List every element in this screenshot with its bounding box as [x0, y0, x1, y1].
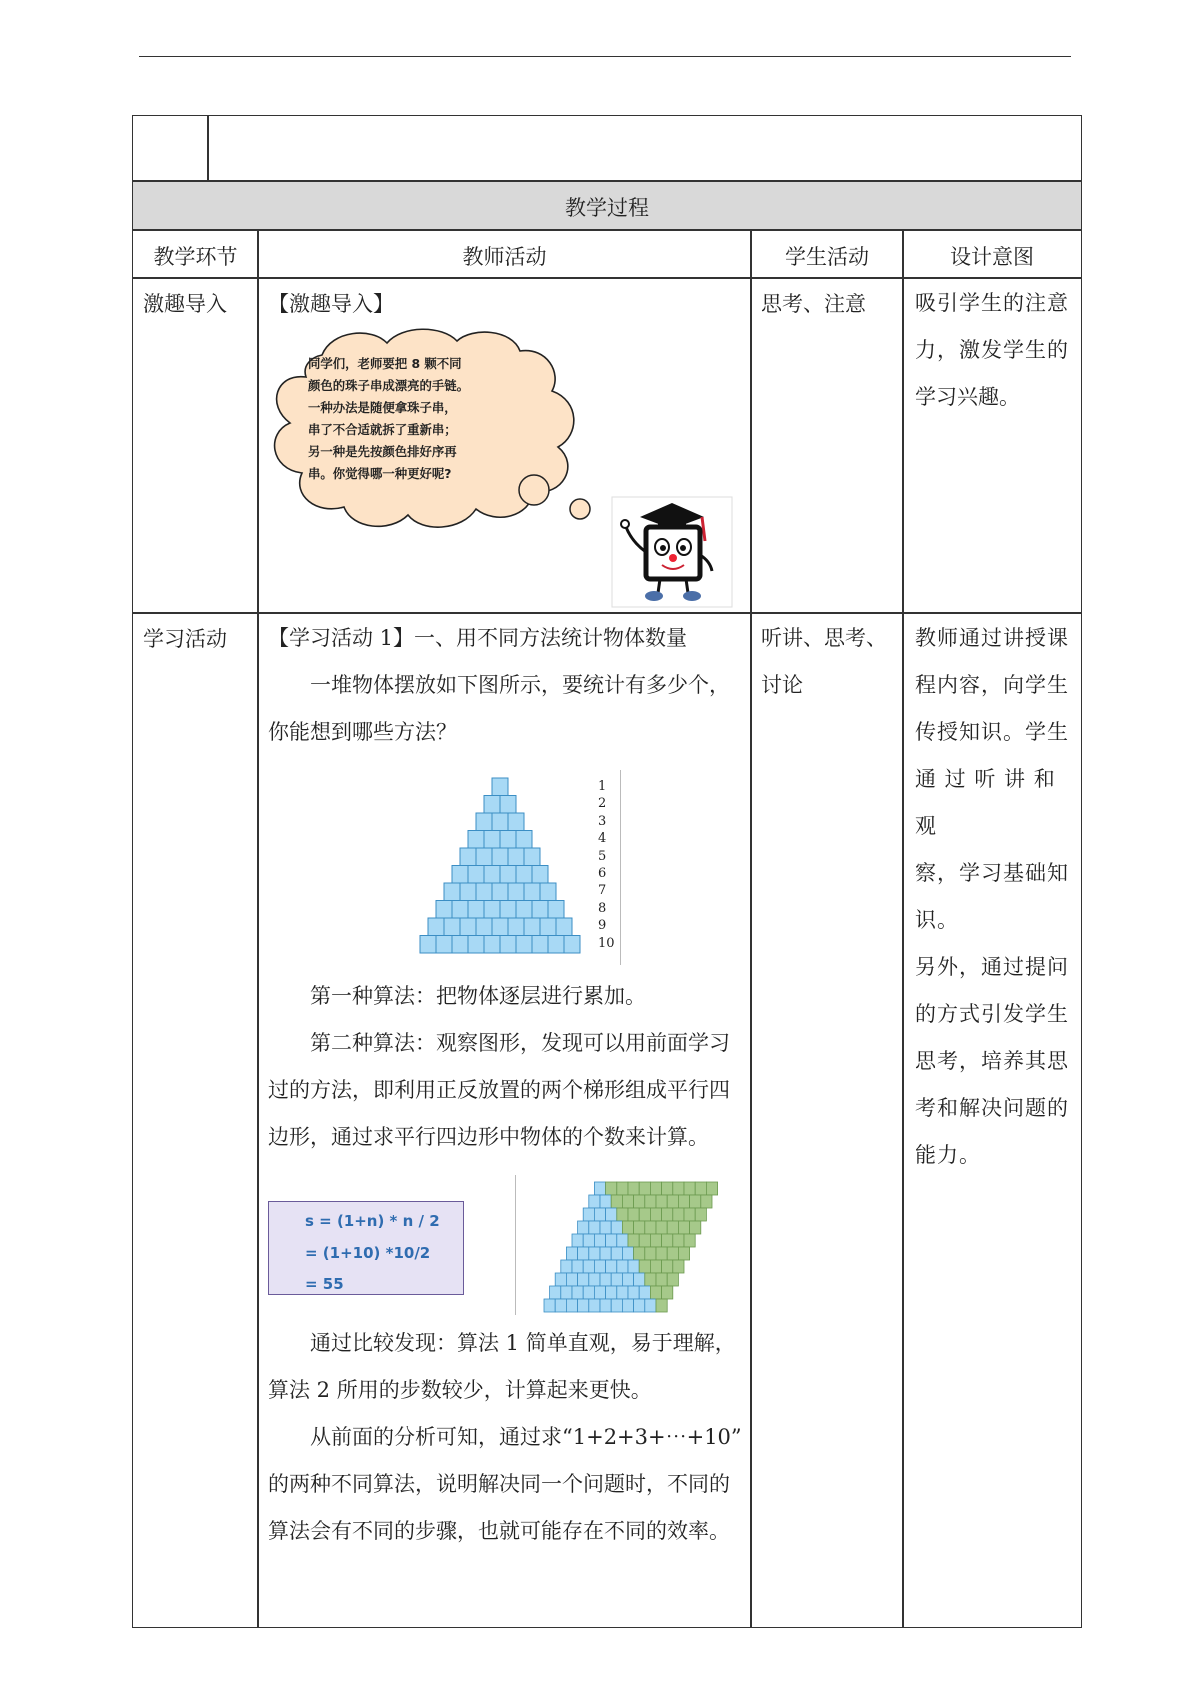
parallelogram-blue-block [611, 1247, 622, 1260]
parallelogram-blue-block [617, 1260, 628, 1273]
parallelogram-green-block [628, 1182, 639, 1195]
parallelogram-blue-block [611, 1273, 622, 1286]
parallelogram-green-block [645, 1221, 656, 1234]
parallelogram-blue-block [594, 1182, 605, 1195]
parallelogram-green-block [684, 1182, 695, 1195]
parallelogram-blue-block [639, 1286, 650, 1299]
pyramid-block [532, 901, 548, 919]
pyramid-block [484, 796, 500, 814]
parallelogram-green-block [617, 1208, 628, 1221]
row2-design-line: 传授知识。学生 [915, 720, 1069, 744]
parallelogram-blue-block [555, 1273, 566, 1286]
parallelogram-green-block [656, 1195, 667, 1208]
pyramid-block [556, 918, 572, 936]
pyramid-row-label: 1 [598, 779, 607, 794]
pyramid-block [540, 918, 556, 936]
pyramid-block [516, 936, 532, 954]
pyramid-row-label: 3 [598, 813, 607, 829]
pyramid-block [468, 936, 484, 954]
pyramid-block [532, 936, 548, 954]
parallelogram-divider [515, 1175, 516, 1315]
pyramid-row-label: 6 [598, 866, 607, 882]
pyramid-row-label: 8 [598, 900, 607, 916]
pyramid-block [476, 848, 492, 866]
parallelogram-blue-block [634, 1299, 645, 1312]
parallelogram-green-block [662, 1234, 673, 1247]
parallelogram-blue-block [572, 1234, 583, 1247]
pyramid-block [524, 918, 540, 936]
parallelogram-blue-block [622, 1247, 633, 1260]
parallelogram-blue-block [606, 1208, 617, 1221]
parallelogram-blue-block [622, 1273, 633, 1286]
parallelogram-blue-block [566, 1273, 577, 1286]
parallelogram-green-block [656, 1299, 667, 1312]
parallelogram-green-block [678, 1247, 689, 1260]
parallelogram-green-block [667, 1195, 678, 1208]
parallelogram-blue-block [578, 1299, 589, 1312]
row2-design-line: 察，学习基础知 [915, 861, 1069, 885]
pyramid-block [492, 883, 508, 901]
pyramid-block [452, 901, 468, 919]
parallelogram-green-block [695, 1208, 706, 1221]
row2-design-line: 通 过 听 讲 和 观 [915, 767, 1056, 838]
pyramid-block [468, 901, 484, 919]
pyramid-block [492, 778, 508, 796]
pyramid-row-label: 7 [598, 883, 607, 899]
parallelogram-green-block [673, 1182, 684, 1195]
row1-design-line: 学习兴趣。 [915, 385, 1020, 409]
parallelogram-green-block [628, 1208, 639, 1221]
row2-design-line: 考和解决问题的 [915, 1096, 1069, 1120]
pyramid-block [444, 918, 460, 936]
pyramid-block [452, 936, 468, 954]
pyramid-block [484, 901, 500, 919]
parallelogram-green-block [634, 1247, 645, 1260]
pyramid-block [524, 883, 540, 901]
row1-stage-cell [132, 277, 259, 614]
row2-stage: 学习活动 [143, 627, 227, 651]
pyramid-block [484, 831, 500, 849]
parallelogram-green-block [645, 1195, 656, 1208]
pyramid-block [428, 918, 444, 936]
pyramid-row-label: 4 [598, 831, 607, 847]
pyramid-block [468, 831, 484, 849]
parallelogram-blue-block [594, 1208, 605, 1221]
pyramid-row-label: 2 [598, 796, 607, 812]
compare-line: 通过比较发现：算法 1 简单直观，易于理解， [310, 1331, 736, 1355]
parallelogram-blue-block [589, 1195, 600, 1208]
parallelogram-green-block [690, 1195, 701, 1208]
parallelogram-blue-block [611, 1221, 622, 1234]
parallelogram-green-block [639, 1260, 650, 1273]
row2-teacher-heading: 【学习活动 1】一、用不同方法统计物体数量 [268, 626, 688, 650]
mascot-icon [612, 497, 732, 607]
parallelogram-blue-block [544, 1299, 555, 1312]
parallelogram-blue-block [594, 1286, 605, 1299]
parallelogram-blue-block [622, 1299, 633, 1312]
pyramid-row-label: 5 [598, 848, 607, 864]
parallelogram-blue-block [634, 1273, 645, 1286]
pyramid-block [476, 918, 492, 936]
parallelogram-blue-block [583, 1260, 594, 1273]
parallelogram-blue-block [578, 1247, 589, 1260]
row2-design-line: 能力。 [915, 1143, 981, 1167]
pyramid-block [564, 936, 580, 954]
parallelogram-green-block [650, 1208, 661, 1221]
parallelogram-blue-block [617, 1234, 628, 1247]
pyramid-block [492, 848, 508, 866]
parallelogram-green-block [634, 1221, 645, 1234]
page-header-rule [139, 56, 1071, 57]
row2-student-cell [750, 612, 904, 1628]
parallelogram-green-block [650, 1234, 661, 1247]
conclusion-line: 从前面的分析可知，通过求“1+2+3+⋯+10” [310, 1425, 742, 1449]
col-header-teacher: 教师活动 [257, 229, 752, 279]
pyramid-row-labels [598, 778, 620, 952]
parallelogram-blue-block [600, 1273, 611, 1286]
pyramid-block [540, 883, 556, 901]
parallelogram-green-block [634, 1195, 645, 1208]
row2-design-line: 识。 [915, 908, 959, 932]
row2-design-line: 另外，通过提问 [915, 955, 1069, 979]
parallelogram-blue-block [589, 1273, 600, 1286]
header-table-cell-2 [207, 115, 1082, 181]
pyramid-block [492, 813, 508, 831]
parallelogram-blue-block [561, 1260, 572, 1273]
pyramid-block [436, 901, 452, 919]
conclusion-line: 的两种不同算法，说明解决同一个问题时，不同的 [268, 1472, 730, 1496]
parallelogram-green-block [684, 1234, 695, 1247]
parallelogram-green-block [684, 1208, 695, 1221]
compare-line: 算法 2 所用的步数较少，计算起来更快。 [268, 1378, 652, 1402]
pyramid-block [420, 936, 436, 954]
pyramid-block [532, 866, 548, 884]
parallelogram-blue-block [589, 1221, 600, 1234]
parallelogram-blue-block [606, 1234, 617, 1247]
pyramid-block [436, 936, 452, 954]
pyramid-block [508, 813, 524, 831]
formula-line: = 55 [305, 1275, 344, 1293]
parallelogram-blue-block [628, 1260, 639, 1273]
parallelogram-blue-block [600, 1221, 611, 1234]
row2-student-line: 讨论 [761, 673, 803, 697]
parallelogram-green-block [673, 1234, 684, 1247]
parallelogram-blue-block [566, 1247, 577, 1260]
parallelogram-green-block [667, 1247, 678, 1260]
parallelogram-green-block [650, 1286, 661, 1299]
col-header-student: 学生活动 [750, 229, 904, 279]
parallelogram-green-block [673, 1260, 684, 1273]
parallelogram-green-block [639, 1234, 650, 1247]
parallelogram-blue-block [600, 1195, 611, 1208]
formula-box [268, 1201, 464, 1295]
thought-cloud-text: 同学们，老师要把 8 颗不同 颜色的珠子串成漂亮的手链。 一种办法是随便拿珠子串， 串了不合适就拆了重新串； 另一种是先按颜色排好序再 串。你觉得哪一种更好呢? [308, 356, 470, 481]
pyramid-block [508, 918, 524, 936]
row2-stage-cell [132, 612, 259, 1628]
row1-student: 思考、注意 [761, 292, 866, 316]
parallelogram-blue-block [566, 1299, 577, 1312]
method2-line: 第二种算法：观察图形，发现可以用前面学习 [310, 1031, 730, 1055]
pyramid-figure [400, 770, 630, 965]
pyramid-block [460, 883, 476, 901]
row2-design-line: 程内容，向学生 [915, 673, 1069, 697]
parallelogram-blue-block [594, 1260, 605, 1273]
parallelogram-blue-block [606, 1286, 617, 1299]
pyramid-block [500, 901, 516, 919]
parallelogram-blue-block [589, 1299, 600, 1312]
row2-design-line: 思考，培养其思 [915, 1049, 1069, 1073]
parallelogram-blue-block [628, 1286, 639, 1299]
pyramid-block [508, 848, 524, 866]
pyramid-block [508, 883, 524, 901]
row2-teacher-cell [257, 612, 752, 1628]
pyramid-row-label: 9 [598, 918, 607, 934]
parallelogram-blue-block [583, 1286, 594, 1299]
parallelogram-green-block [622, 1221, 633, 1234]
pyramid-block [468, 866, 484, 884]
parallelogram-green-block [690, 1221, 701, 1234]
parallelogram-blue-block [583, 1234, 594, 1247]
pyramid-block [516, 831, 532, 849]
pyramid-block [476, 883, 492, 901]
pyramid-divider [620, 770, 621, 965]
pyramid-block [484, 936, 500, 954]
pyramid-block [524, 848, 540, 866]
parallelogram-blue-block [578, 1273, 589, 1286]
pyramid-block [452, 866, 468, 884]
parallelogram-blue-block [578, 1221, 589, 1234]
pyramid-block [516, 901, 532, 919]
parallelogram-blue-block [611, 1299, 622, 1312]
header-table-cell-1 [132, 115, 209, 181]
formula-line: = (1+10) *10/2 [305, 1244, 431, 1262]
col-header-stage: 教学环节 [132, 229, 259, 279]
pyramid-block [460, 848, 476, 866]
row1-stage: 激趣导入 [143, 292, 227, 316]
parallelogram-blue-block [600, 1299, 611, 1312]
parallelogram-green-block [611, 1195, 622, 1208]
parallelogram-green-block [667, 1273, 678, 1286]
parallelogram-green-block [650, 1182, 661, 1195]
pyramid-block [476, 813, 492, 831]
parallelogram-blue-block [606, 1260, 617, 1273]
pyramid-block [500, 936, 516, 954]
parallelogram-blue-block [583, 1208, 594, 1221]
parallelogram-green-block [662, 1286, 673, 1299]
pyramid-block [484, 866, 500, 884]
pyramid-block [444, 883, 460, 901]
parallelogram-figure [530, 1178, 740, 1318]
parallelogram-green-block [662, 1208, 673, 1221]
parallelogram-blue-block [617, 1286, 628, 1299]
thought-bubble-large [519, 475, 549, 505]
method2-line: 边形，通过求平行四边形中物体的个数来计算。 [268, 1125, 709, 1149]
parallelogram-blue-block [594, 1234, 605, 1247]
parallelogram-green-block [645, 1273, 656, 1286]
parallelogram-green-block [656, 1247, 667, 1260]
row2-design-line: 的方式引发学生 [915, 1002, 1069, 1026]
thought-bubble-small [570, 499, 590, 519]
conclusion-line: 算法会有不同的步骤，也就可能存在不同的效率。 [268, 1519, 730, 1543]
pyramid-block [548, 901, 564, 919]
parallelogram-green-block [628, 1234, 639, 1247]
parallelogram-green-block [645, 1247, 656, 1260]
parallelogram-blue-block [561, 1286, 572, 1299]
parallelogram-blue-block [572, 1260, 583, 1273]
row1-teacher-heading: 【激趣导入】 [268, 292, 394, 316]
parallelogram-blue-block [589, 1247, 600, 1260]
col-header-design: 设计意图 [902, 229, 1082, 279]
formula-line: s = (1+n) * n / 2 [305, 1212, 440, 1230]
row2-student-line: 听讲、思考、 [761, 626, 887, 650]
row2-design-cell [902, 612, 1082, 1628]
parallelogram-blue-block [645, 1299, 656, 1312]
pyramid-row-label: 10 [598, 935, 615, 951]
parallelogram-green-block [673, 1208, 684, 1221]
pyramid-block [516, 866, 532, 884]
parallelogram-green-block [606, 1182, 617, 1195]
pyramid-block [500, 831, 516, 849]
parallelogram-green-block [639, 1208, 650, 1221]
parallelogram-green-block [656, 1221, 667, 1234]
pyramid-block [460, 918, 476, 936]
pyramid-block [500, 796, 516, 814]
parallelogram-blue-block [550, 1286, 561, 1299]
method2-line: 过的方法，即利用正反放置的两个梯形组成平行四 [268, 1078, 730, 1102]
parallelogram-green-block [639, 1182, 650, 1195]
row1-design-line: 力，激发学生的 [915, 338, 1069, 362]
method1-text: 第一种算法：把物体逐层进行累加。 [310, 984, 646, 1008]
process-title: 教学过程 [565, 196, 649, 220]
row1-design-line: 吸引学生的注意 [915, 291, 1069, 315]
pyramid-block [500, 866, 516, 884]
row1-student-cell [750, 277, 904, 614]
parallelogram-green-block [622, 1195, 633, 1208]
parallelogram-green-block [662, 1182, 673, 1195]
parallelogram-green-block [617, 1182, 628, 1195]
parallelogram-green-block [656, 1273, 667, 1286]
parallelogram-blue-block [600, 1247, 611, 1260]
pyramid-block [548, 936, 564, 954]
pyramid-block [492, 918, 508, 936]
teacher-paragraph-line: 你能想到哪些方法？ [268, 720, 457, 744]
parallelogram-green-block [650, 1260, 661, 1273]
parallelogram-green-block [701, 1195, 712, 1208]
row1-design-cell [902, 277, 1082, 614]
parallelogram-blue-block [572, 1286, 583, 1299]
parallelogram-green-block [706, 1182, 717, 1195]
parallelogram-green-block [678, 1221, 689, 1234]
parallelogram-green-block [662, 1260, 673, 1273]
teacher-paragraph-line: 一堆物体摆放如下图所示，要统计有多少个， [310, 673, 730, 697]
parallelogram-blue-block [555, 1299, 566, 1312]
parallelogram-green-block [678, 1195, 689, 1208]
parallelogram-green-block [695, 1182, 706, 1195]
parallelogram-green-block [667, 1221, 678, 1234]
process-title-cell [132, 181, 1082, 231]
row2-design-line: 教师通过讲授课 [915, 626, 1069, 650]
